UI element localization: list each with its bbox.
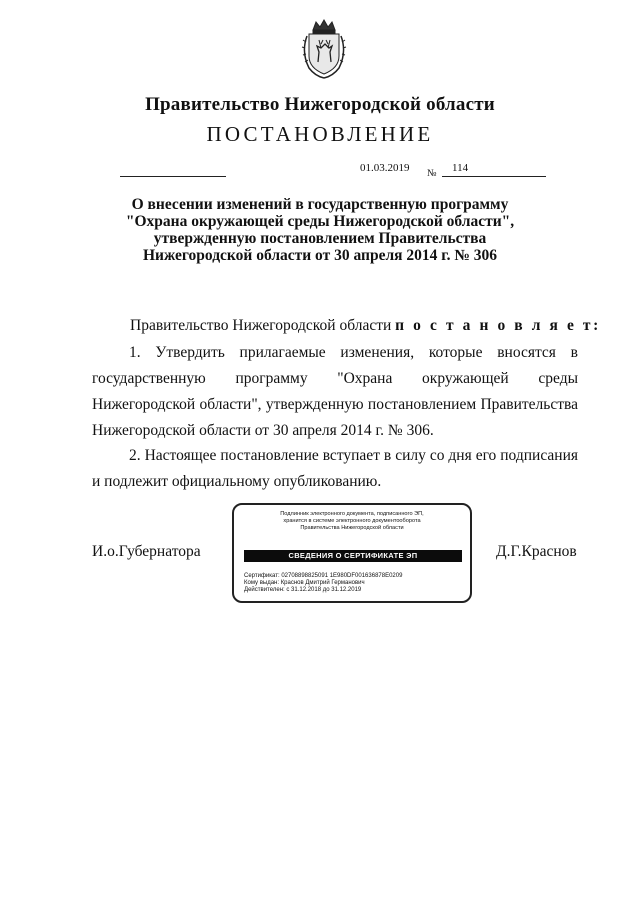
signatory-position: И.о.Губернатора (92, 543, 201, 560)
stamp-valid-row (244, 587, 464, 594)
signatory-name: Д.Г.Краснов (496, 543, 577, 560)
heading-line: О внесении изменений в государственную программу (131, 196, 509, 213)
preamble-verb: п о с т а н о в л я е т: (395, 317, 601, 334)
number-line (442, 176, 546, 177)
certificate-value: 02708898825091 1E980DF001636878E0209 (281, 573, 403, 579)
e-signature-stamp (232, 503, 472, 603)
coat-of-arms-icon (301, 18, 347, 80)
stamp-notice-line: хранится в системе электронного документооборота (283, 518, 421, 524)
stamp-notice-line: Подлинник электронного документа, подписанного ЭП, (280, 511, 424, 517)
document-heading (80, 196, 560, 264)
org-title: Правительство Нижегородской области (145, 94, 495, 115)
heading-line: Нижегородской области от 30 апреля 2014 г. № 306 (142, 247, 498, 264)
stamp-certificate-row (244, 573, 464, 580)
document-number: 114 (452, 162, 469, 174)
doc-type-title: ПОСТАНОВЛЕНИЕ (206, 122, 434, 146)
preamble (130, 313, 601, 339)
issued-to-value: Краснов Дмитрий Германович (280, 580, 365, 586)
stamp-details (244, 573, 464, 594)
stamp-notice (244, 511, 460, 532)
valid-value: с 31.12.2018 до 31.12.2019 (286, 587, 362, 593)
stamp-issued-row (244, 580, 464, 587)
certificate-label: Сертификат: (244, 573, 280, 579)
heading-line: "Охрана окружающей среды Нижегородской области", (125, 213, 515, 230)
valid-label: Действителен: (244, 587, 285, 593)
preamble-text: Правительство Нижегородской области (130, 317, 392, 334)
issued-to-label: Кому выдан: (244, 580, 280, 586)
date-left-line (120, 176, 226, 177)
document-date: 01.03.2019 (360, 162, 410, 174)
number-label: № (427, 168, 437, 179)
paragraph-1: 1. Утвердить прилагаемые изменения, которые вносятся в государственную программу "Охрана окружающей среды Нижегородской области", утвержденную постановлением Правительства Нижегородской области от 30 апреля 2014 г. № 306. (92, 344, 578, 439)
heading-line: утвержденную постановлением Правительства (153, 230, 487, 247)
stamp-banner: СВЕДЕНИЯ О СЕРТИФИКАТЕ ЭП (244, 550, 462, 562)
paragraph-2: 2. Настоящее постановление вступает в силу со дня его подписания и подлежит официальному опубликованию. (92, 447, 578, 490)
stamp-notice-line: Правительства Нижегородской области (300, 525, 404, 531)
